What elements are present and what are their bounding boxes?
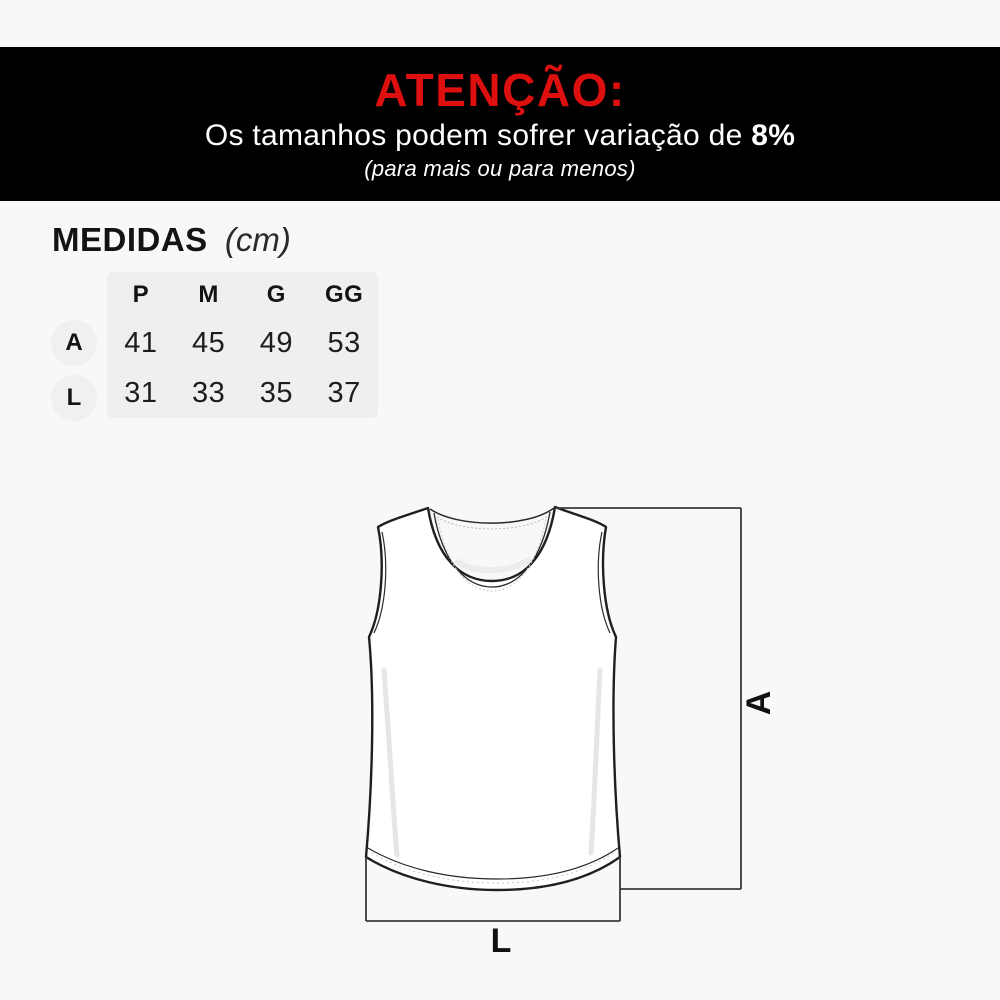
row-badge-width: L [51,375,97,421]
height-value-g: 49 [259,326,293,359]
row-badge-height: A [51,320,97,366]
width-value-m: 33 [191,376,226,409]
column-header-p: P [132,281,150,308]
column-header-g: G [266,281,286,308]
width-dimension-label: L [490,922,512,960]
height-value-p: 41 [124,326,158,359]
width-value-p: 31 [124,376,158,409]
measures-title-text: MEDIDAS [52,221,208,258]
variation-text-prefix: Os tamanhos podem sofrer variação de [204,118,752,152]
column-header-m: M [198,281,219,308]
tank-top-silhouette [366,507,620,890]
attention-title: ATENÇÃO: [374,64,626,117]
variation-note: (para mais ou para menos) [364,155,636,181]
back-neckline [430,508,554,523]
height-value-gg: 53 [327,326,361,359]
height-dimension-label: A [740,690,778,716]
tank-top-diagram [0,460,1000,1000]
variation-text [205,119,795,153]
measures-unit-label: (cm) [224,221,291,258]
width-value-g: 35 [259,376,293,409]
height-value-m: 45 [191,326,226,359]
size-table [107,272,378,418]
width-value-gg: 37 [327,376,361,409]
shading-neck [458,560,528,570]
variation-value: 8% [751,118,796,152]
column-header-gg: GG [324,281,364,308]
attention-banner [0,47,1000,201]
measures-heading [52,222,291,258]
